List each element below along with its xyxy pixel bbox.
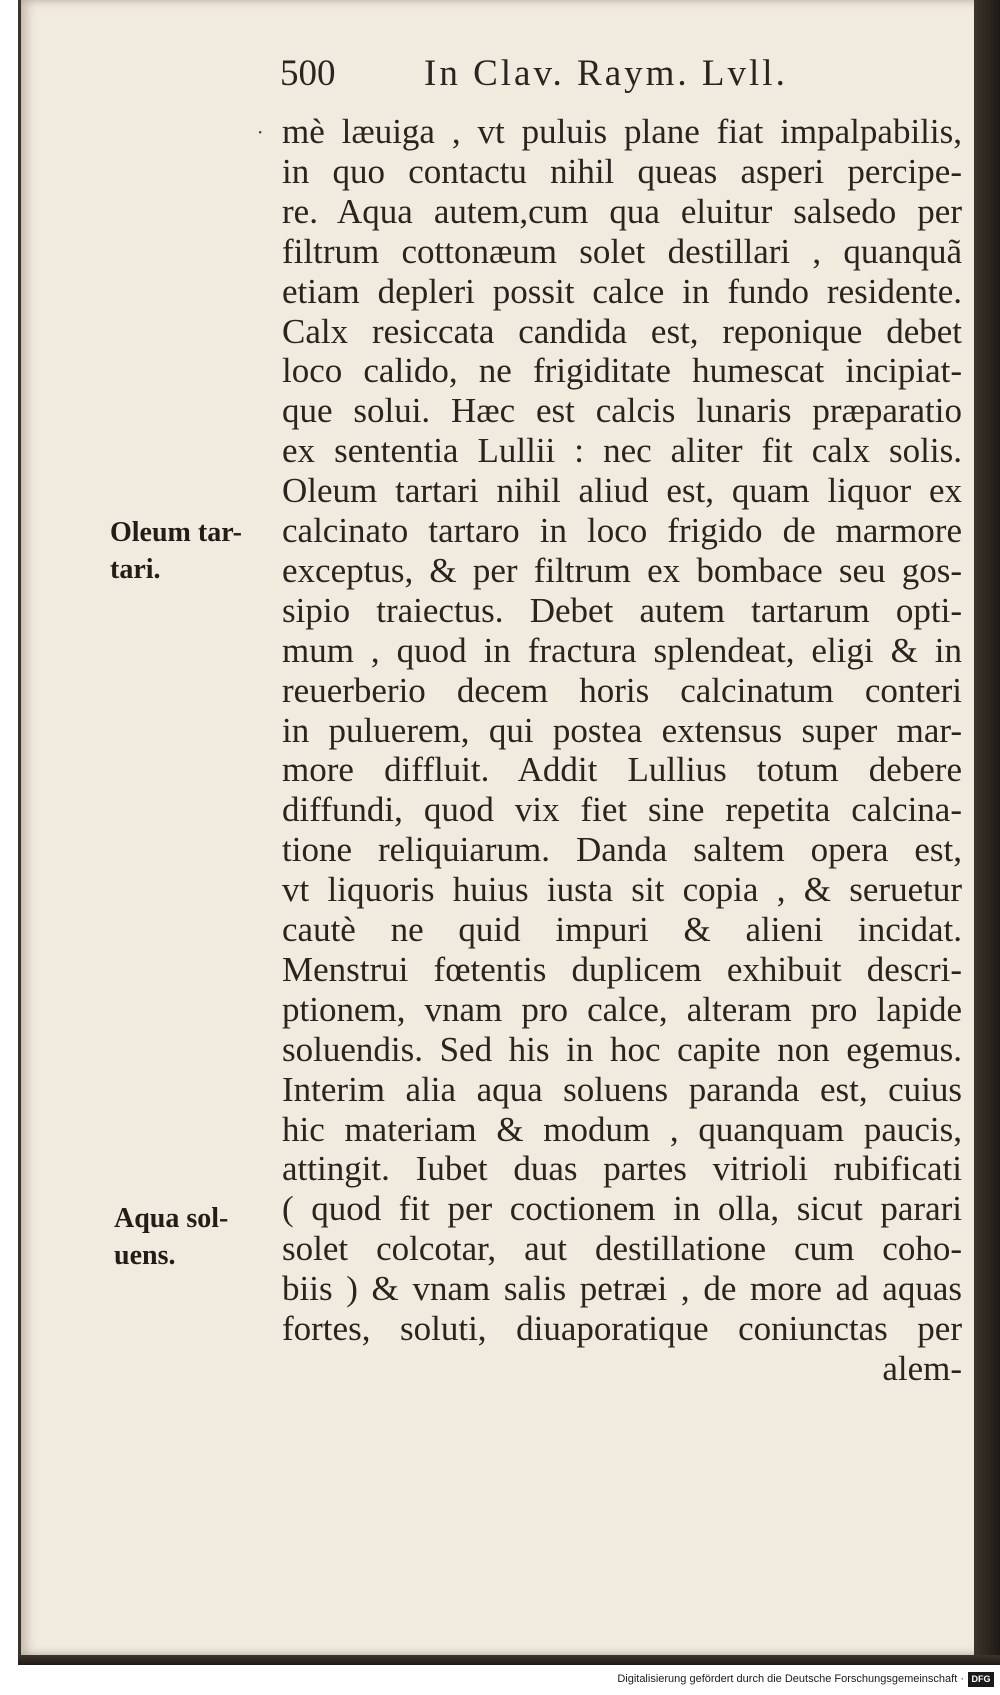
- text-line: biis ) & vnam salis petræi , de more ad aquas: [282, 1269, 962, 1309]
- text-line: sipio traiectus. Debet autem tartarum opti-: [282, 590, 962, 630]
- text-line: fortes, soluti, diuaporatique coniunctas per: [282, 1309, 962, 1348]
- marginal-note-line: Aqua sol-: [114, 1203, 229, 1234]
- marginal-note-oleum-tartari: [110, 514, 242, 588]
- text-line: etiam depleri possit calce in fundo residente.: [282, 271, 962, 311]
- text-line: attingit. Iubet duas partes vitrioli rubificati: [282, 1149, 962, 1189]
- text-line: alem-: [882, 1348, 962, 1388]
- text-line: solet colcotar, aut destillatione cum coho-: [282, 1229, 962, 1269]
- funding-credit: Digitalisierung gefördert durch die Deutsche Forschungsgemeinschaft ·: [617, 1673, 964, 1685]
- marginal-note-line: uens.: [114, 1240, 176, 1271]
- text-line: Menstrui fœtentis duplicem exhibuit descri-: [282, 949, 962, 989]
- text-line: ptionem, vnam pro calce, alteram pro lapide: [282, 989, 962, 1029]
- text-line: ( quod fit per coctionem in olla, sicut parari: [282, 1189, 962, 1229]
- marginal-note-aqua-soluens: [114, 1200, 228, 1274]
- footer-bar: [0, 1668, 1000, 1695]
- text-line: cautè ne quid impuri & alieni incidat.: [282, 910, 962, 949]
- text-line: filtrum cottonæum solet destillari , quanquã: [282, 231, 962, 271]
- text-line: mè læuiga , vt puluis plane fiat impalpabilis,: [282, 112, 962, 151]
- text-line: Interim alia aqua soluens paranda est, cuius: [282, 1069, 962, 1109]
- marginal-note-line: tari.: [110, 554, 161, 585]
- text-line: Oleum tartari nihil aliud est, quam liquor ex: [282, 471, 962, 511]
- text-line: calcinato tartaro in loco frigido de marmore: [282, 511, 962, 550]
- text-line: more diffluit. Addit Lullius totum debere: [282, 750, 962, 790]
- page-number: 500: [280, 53, 336, 94]
- text-line: mum , quod in fractura splendeat, eligi & in: [282, 630, 962, 670]
- text-line: ex sententia Lullii : nec aliter fit calx solis.: [282, 431, 962, 471]
- marginal-note-line: Oleum tar-: [110, 517, 242, 548]
- text-line: hic materiam & modum , quanquam paucis,: [282, 1109, 962, 1149]
- text-line: tione reliquiarum. Danda saltem opera est,: [282, 830, 962, 870]
- running-head-title: In Clav. Raym. Lvll.: [424, 53, 788, 94]
- text-line: loco calido, ne frigiditate humescat incipiat-: [282, 351, 962, 391]
- text-line: vt liquoris huius iusta sit copia , & seruetur: [282, 870, 962, 910]
- text-line: exceptus, & per filtrum ex bombace seu gos-: [282, 550, 962, 590]
- text-line: Calx resiccata candida est, reponique debet: [282, 311, 962, 351]
- running-head: [280, 52, 880, 104]
- text-line: in puluerem, qui postea extensus super mar-: [282, 710, 962, 750]
- text-line: soluendis. Sed his in hoc capite non egemus.: [282, 1029, 962, 1069]
- dfg-logo: DFG: [968, 1672, 994, 1687]
- margin-dot: ·: [257, 120, 264, 144]
- book-edge-right: [974, 0, 1000, 1665]
- text-line: reuerberio decem horis calcinatum conteri: [282, 670, 962, 710]
- text-line: que solui. Hæc est calcis lunaris præparatio: [282, 391, 962, 431]
- text-line: re. Aqua autem,cum qua eluitur salsedo per: [282, 191, 962, 231]
- book-edge-bottom: [18, 1655, 1000, 1665]
- text-line: diffundi, quod vix fiet sine repetita calcina-: [282, 790, 962, 830]
- text-line: in quo contactu nihil queas asperi percipe-: [282, 151, 962, 191]
